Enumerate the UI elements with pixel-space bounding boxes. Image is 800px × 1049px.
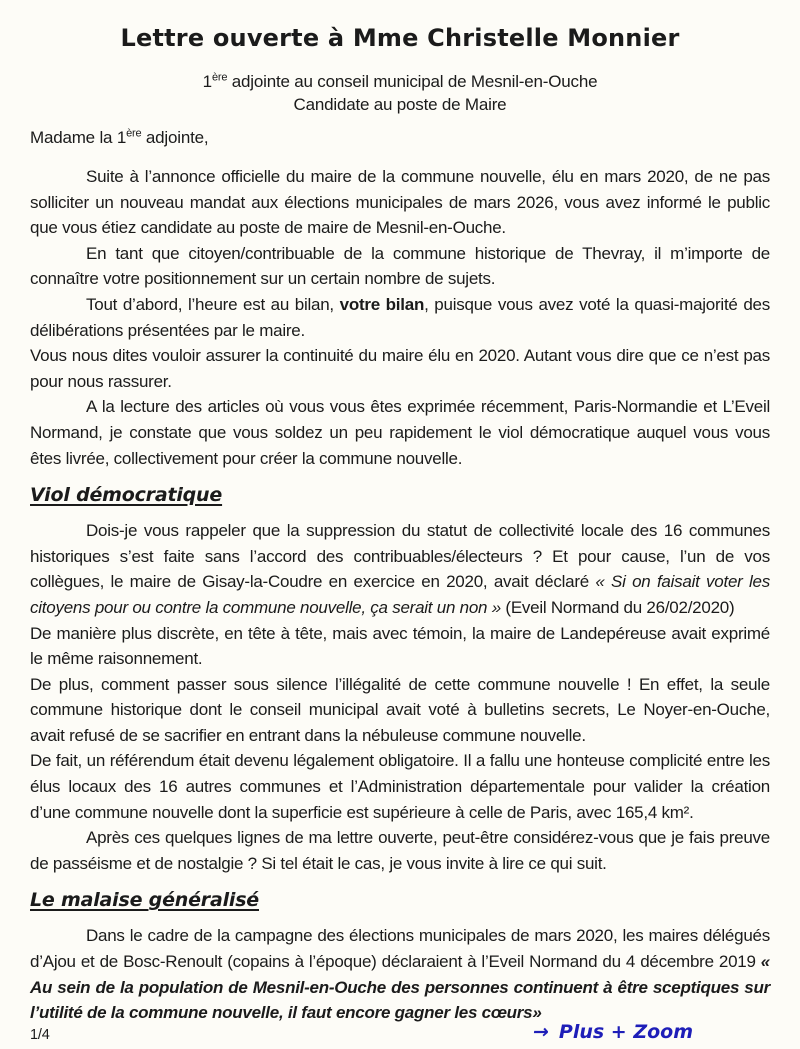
section-heading xyxy=(30,484,770,506)
text-segment: En tant que citoyen/contribuable de la commune historique de Thevray, il m’importe de connaître votre positionnement sur un certain nombre de sujets. xyxy=(30,243,770,289)
text-segment: « Au sein de la population de Mesnil-en-Ouche des personnes continuent à être sceptiques sur l’utilité de la commune nouvelle, il faut encore gagner les cœurs» xyxy=(30,952,770,1023)
text-segment: votre bilan xyxy=(339,294,425,314)
letter-subtitle xyxy=(30,70,770,93)
paragraph xyxy=(30,825,770,876)
letter-body xyxy=(30,24,770,1026)
text-segment: Vous nous dites vouloir assurer la continuité du maire élu en 2020. Autant vous dire que ce n’est pas pour nous rassurer. xyxy=(30,346,770,391)
text-segment: Dois-je vous rappeler que la suppression du statut de collectivité locale des 16 communes historiques s’est faite sans l’accord des contribuables/électeurs ? Et pour cause, l’un de vos collègues, le maire de Gisay-la-Coudre en exercice en 2020, avait déclaré xyxy=(30,521,770,592)
more-zoom-link[interactable] xyxy=(533,1021,693,1043)
text-segment: Viol démocratique xyxy=(30,484,223,507)
text-segment: A la lecture des articles où vous vous êtes exprimée récemment, Paris-Normandie et L’Eveil Normand, je constate que vous soldez un peu rapidement le viol démocratique auquel vous vous êtes livrée, collectivement pour créer la commune nouvelle. xyxy=(30,397,770,468)
text-segment: , puisque vous avez voté la quasi-majorité des délibérations présentées par le maire. xyxy=(30,294,771,340)
letter-subtitle xyxy=(30,93,770,116)
text-segment: adjointe au conseil municipal de Mesnil-en-Ouche xyxy=(227,72,598,91)
paragraph xyxy=(30,292,770,343)
paragraph xyxy=(30,621,770,672)
paragraph xyxy=(30,518,770,620)
salutation xyxy=(30,126,770,150)
text-segment: Dans le cadre de la campagne des élections municipales de mars 2020, les maires délégués d’Ajou et de Bosc-Renoult (copains à l’époque) déclaraient à l’Eveil Normand du 4 décembre 2019 xyxy=(30,926,770,972)
text-segment: adjointe, xyxy=(141,128,209,147)
section-heading xyxy=(30,889,770,911)
text-segment: Suite à l’annonce officielle du maire de la commune nouvelle, élu en mars 2020, de ne pas solliciter un nouveau mandat aux élections municipales de mars 2026, vous avez informé le public que vous étiez candidate au poste de maire de Mesnil-en-Ouche. xyxy=(30,167,770,238)
text-segment: « Si on faisait voter les citoyens pour ou contre la commune nouvelle, ça serait un non » xyxy=(30,572,771,617)
more-zoom-label: Plus + Zoom xyxy=(558,1021,693,1043)
text-segment: De plus, comment passer sous silence l’illégalité de cette commune nouvelle ! En effet, la seule commune historique dont le conseil municipal avait voté à bulletins secrets, Le Noyer-en-Ouche, avait refusé de se sacrifier en entrant dans la nébuleuse commune nouvelle. xyxy=(30,674,770,745)
page-number: 1/4 xyxy=(30,1027,50,1043)
text-segment: ère xyxy=(211,71,228,84)
text-segment: Tout d’abord, l’heure est au bilan, xyxy=(86,294,340,314)
paragraph xyxy=(30,748,770,825)
text-segment: Le malaise généralisé xyxy=(30,889,259,912)
paragraph xyxy=(30,241,770,292)
paragraph xyxy=(30,164,770,241)
text-segment: (Eveil Normand du 26/02/2020) xyxy=(500,597,735,617)
text-segment: Lettre ouverte à Mme Christelle Monnier xyxy=(120,24,680,52)
text-segment: 1 xyxy=(202,72,212,91)
paragraph xyxy=(30,672,770,749)
paragraph xyxy=(30,923,770,1025)
letter-title xyxy=(30,24,770,52)
page-footer xyxy=(30,1019,800,1043)
text-segment: Madame la 1 xyxy=(30,128,127,147)
text-segment: De fait, un référendum était devenu légalement obligatoire. Il a fallu une honteuse complicité entre les élus locaux des 16 autres communes et l’Administration départementale pour valider la création d’une commune nouvelle dont la superficie est supérieure à celle de Paris, avec 165,4 km². xyxy=(30,751,770,822)
arrow-right-icon: → xyxy=(531,1021,551,1043)
text-segment: Après ces quelques lignes de ma lettre ouverte, peut-être considérez-vous que je fais preuve de passéisme et de nostalgie ? Si tel était le cas, je vous invite à lire ce qui suit. xyxy=(30,828,770,873)
text-segment: De manière plus discrète, en tête à tête, mais avec témoin, la maire de Landepéreuse avait exprimé le même raisonnement. xyxy=(30,623,770,669)
text-segment: Candidate au poste de Maire xyxy=(293,95,507,114)
paragraph xyxy=(30,343,770,394)
paragraph xyxy=(30,394,770,471)
text-segment: ère xyxy=(126,127,142,140)
